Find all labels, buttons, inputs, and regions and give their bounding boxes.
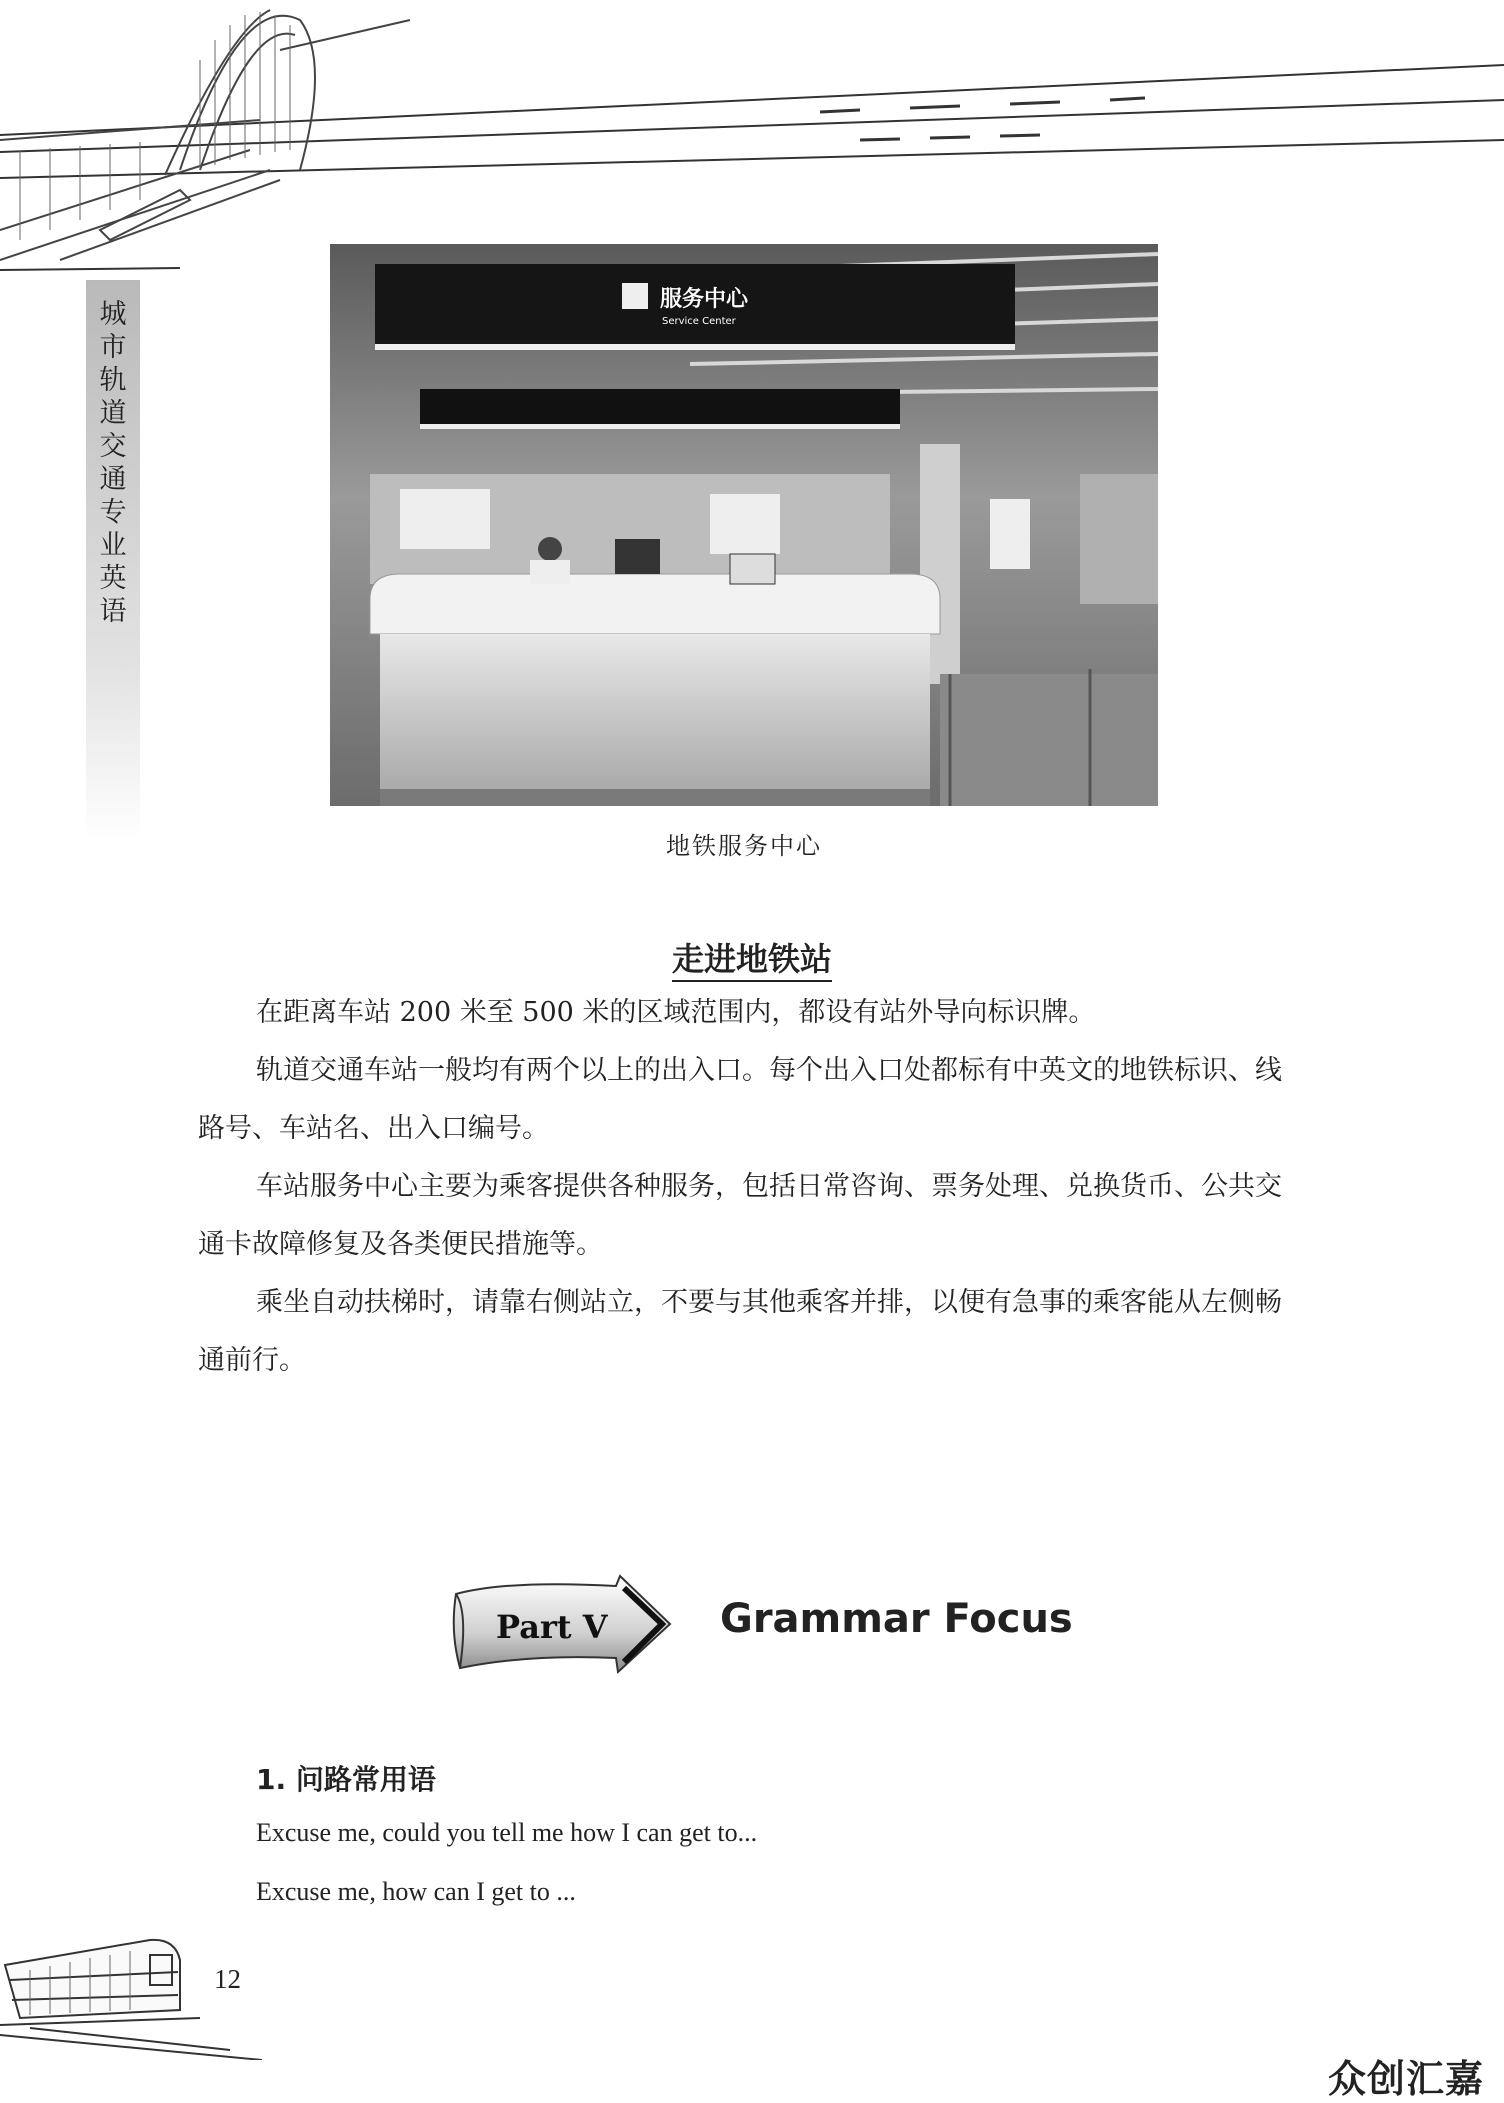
sign-chinese-text: 服务中心 xyxy=(660,287,749,312)
photo-caption: 地铁服务中心 xyxy=(666,832,822,860)
paragraph: 在距离车站 200 米至 500 米的区域范围内，都设有站外导向标识牌。 xyxy=(256,997,1096,1028)
example-phrase: Excuse me, could you tell me how I can get to... xyxy=(256,1818,758,1847)
grammar-subheading: 1. 问路常用语 xyxy=(256,1763,436,1796)
side-title-char: 通 xyxy=(99,464,127,495)
side-title-char: 轨 xyxy=(99,365,127,396)
side-title-char: 业 xyxy=(99,530,127,561)
page-number: 12 xyxy=(214,1964,241,1994)
example-phrase: Excuse me, how can I get to ... xyxy=(256,1877,576,1906)
side-title-char: 道 xyxy=(99,398,127,429)
part-badge-label: Part V xyxy=(496,1608,608,1646)
sign-english-text: Service Center xyxy=(662,316,736,327)
side-book-title xyxy=(86,298,140,628)
service-sign-icon xyxy=(622,283,648,309)
side-title-char: 语 xyxy=(99,596,127,627)
section-title-text: 走进地铁站 xyxy=(672,940,832,982)
part-title: Grammar Focus xyxy=(720,1596,1073,1642)
part-badge xyxy=(448,1572,678,1676)
side-title-char: 交 xyxy=(99,431,127,462)
paragraph: 轨道交通车站一般均有两个以上的出入口。每个出入口处都标有中英文的地铁标识、线路号、车站名、出入口编号。 xyxy=(198,1055,1282,1144)
watermark-logo-text: 众创汇嘉 xyxy=(1328,2057,1485,2101)
paragraph: 乘坐自动扶梯时，请靠右侧站立，不要与其他乘客并排，以便有急事的乘客能从左侧畅通前行。 xyxy=(198,1287,1282,1376)
service-center-photo xyxy=(330,244,1158,806)
section-title xyxy=(0,934,1504,980)
paragraph: 车站服务中心主要为乘客提供各种服务，包括日常咨询、票务处理、兑换货币、公共交通卡故障修复及各类便民措施等。 xyxy=(198,1171,1282,1260)
side-title-char: 城 xyxy=(99,299,127,330)
side-title-char: 英 xyxy=(99,563,127,594)
side-title-char: 市 xyxy=(99,332,127,363)
header-bridge-illustration xyxy=(0,0,1504,280)
side-title-char: 专 xyxy=(99,497,127,528)
